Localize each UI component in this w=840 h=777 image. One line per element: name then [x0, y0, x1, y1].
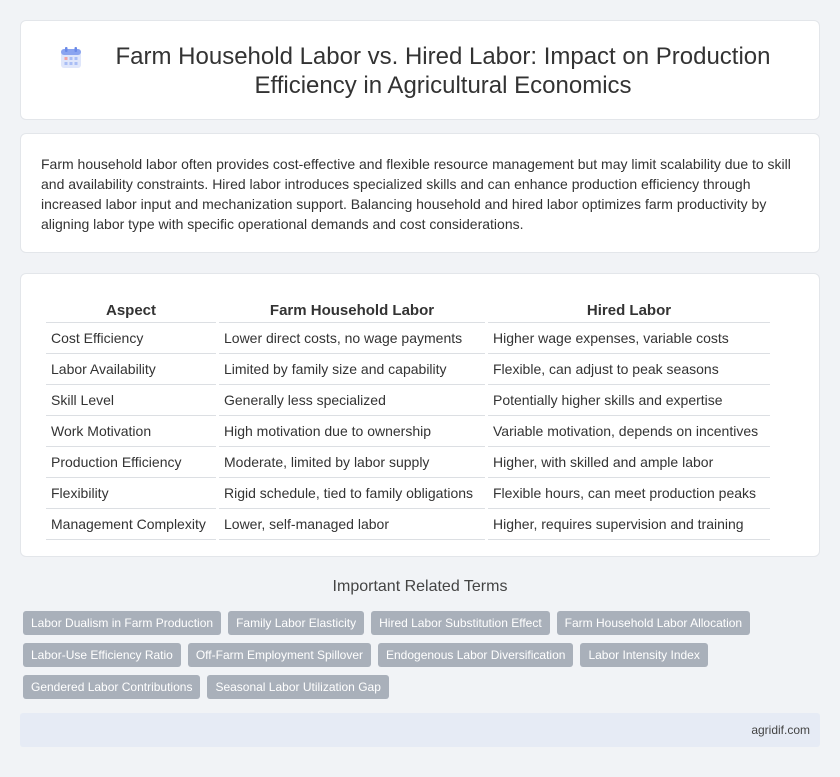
table-cell: Labor Availability — [46, 354, 216, 385]
table-cell: Skill Level — [46, 385, 216, 416]
table-row — [46, 323, 770, 354]
table-cell: Flexible, can adjust to peak seasons — [488, 354, 770, 385]
related-term-tag[interactable]: Labor Dualism in Farm Production — [23, 611, 221, 635]
table-row — [46, 385, 770, 416]
table-row — [46, 478, 770, 509]
table-row — [46, 509, 770, 540]
related-term-tag[interactable]: Seasonal Labor Utilization Gap — [207, 675, 388, 699]
column-header-hired: Hired Labor — [488, 293, 770, 323]
related-term-tag[interactable]: Gendered Labor Contributions — [23, 675, 200, 699]
table-cell: Higher wage expenses, variable costs — [488, 323, 770, 354]
table-cell: Higher, with skilled and ample labor — [488, 447, 770, 478]
table-row — [46, 354, 770, 385]
table-cell: Variable motivation, depends on incentives — [488, 416, 770, 447]
summary-text: Farm household labor often provides cost-effective and flexible resource management but may limit scalability due to skill and availability constraints. Hired labor introduces specialized skills and can enhance production efficiency through increased labor input and mechanization support. Balancing household and hired labor optimizes farm productivity by aligning labor type with specific operational demands and cost considerations. — [41, 156, 791, 232]
table-header-row — [46, 293, 770, 323]
comparison-table-card — [20, 273, 820, 557]
related-term-tag[interactable]: Family Labor Elasticity — [228, 611, 364, 635]
table-cell: Limited by family size and capability — [219, 354, 485, 385]
calendar-icon — [59, 46, 83, 70]
related-term-tag[interactable]: Farm Household Labor Allocation — [557, 611, 750, 635]
related-term-tag[interactable]: Endogenous Labor Diversification — [378, 643, 573, 667]
table-cell: Rigid schedule, tied to family obligations — [219, 478, 485, 509]
table-cell: Production Efficiency — [46, 447, 216, 478]
related-term-tag[interactable]: Labor Intensity Index — [580, 643, 707, 667]
related-term-tag[interactable]: Labor-Use Efficiency Ratio — [23, 643, 181, 667]
table-cell: Potentially higher skills and expertise — [488, 385, 770, 416]
table-cell: Work Motivation — [46, 416, 216, 447]
column-header-aspect: Aspect — [46, 293, 216, 323]
table-cell: Flexibility — [46, 478, 216, 509]
page-title: Farm Household Labor vs. Hired Labor: Impact on Production Efficiency in Agricultural Economics — [115, 43, 771, 99]
table-cell: Flexible hours, can meet production peaks — [488, 478, 770, 509]
table-cell: High motivation due to ownership — [219, 416, 485, 447]
table-cell: Management Complexity — [46, 509, 216, 540]
table-cell: Lower direct costs, no wage payments — [219, 323, 485, 354]
table-row — [46, 447, 770, 478]
footer-bar — [20, 713, 820, 747]
column-header-household: Farm Household Labor — [219, 293, 485, 323]
table-cell: Higher, requires supervision and training — [488, 509, 770, 540]
header-card — [20, 20, 820, 120]
related-terms-list — [23, 611, 803, 699]
table-row — [46, 416, 770, 447]
related-term-tag[interactable]: Off-Farm Employment Spillover — [188, 643, 371, 667]
title-wrap — [21, 21, 821, 121]
related-term-tag[interactable]: Hired Labor Substitution Effect — [371, 611, 550, 635]
table-cell: Generally less specialized — [219, 385, 485, 416]
related-terms-title: Important Related Terms — [332, 578, 508, 595]
summary-card — [20, 133, 820, 253]
table-cell: Cost Efficiency — [46, 323, 216, 354]
table-cell: Moderate, limited by labor supply — [219, 447, 485, 478]
table-cell: Lower, self-managed labor — [219, 509, 485, 540]
footer-site-link[interactable]: agridif.com — [751, 723, 810, 737]
comparison-table — [43, 293, 773, 540]
